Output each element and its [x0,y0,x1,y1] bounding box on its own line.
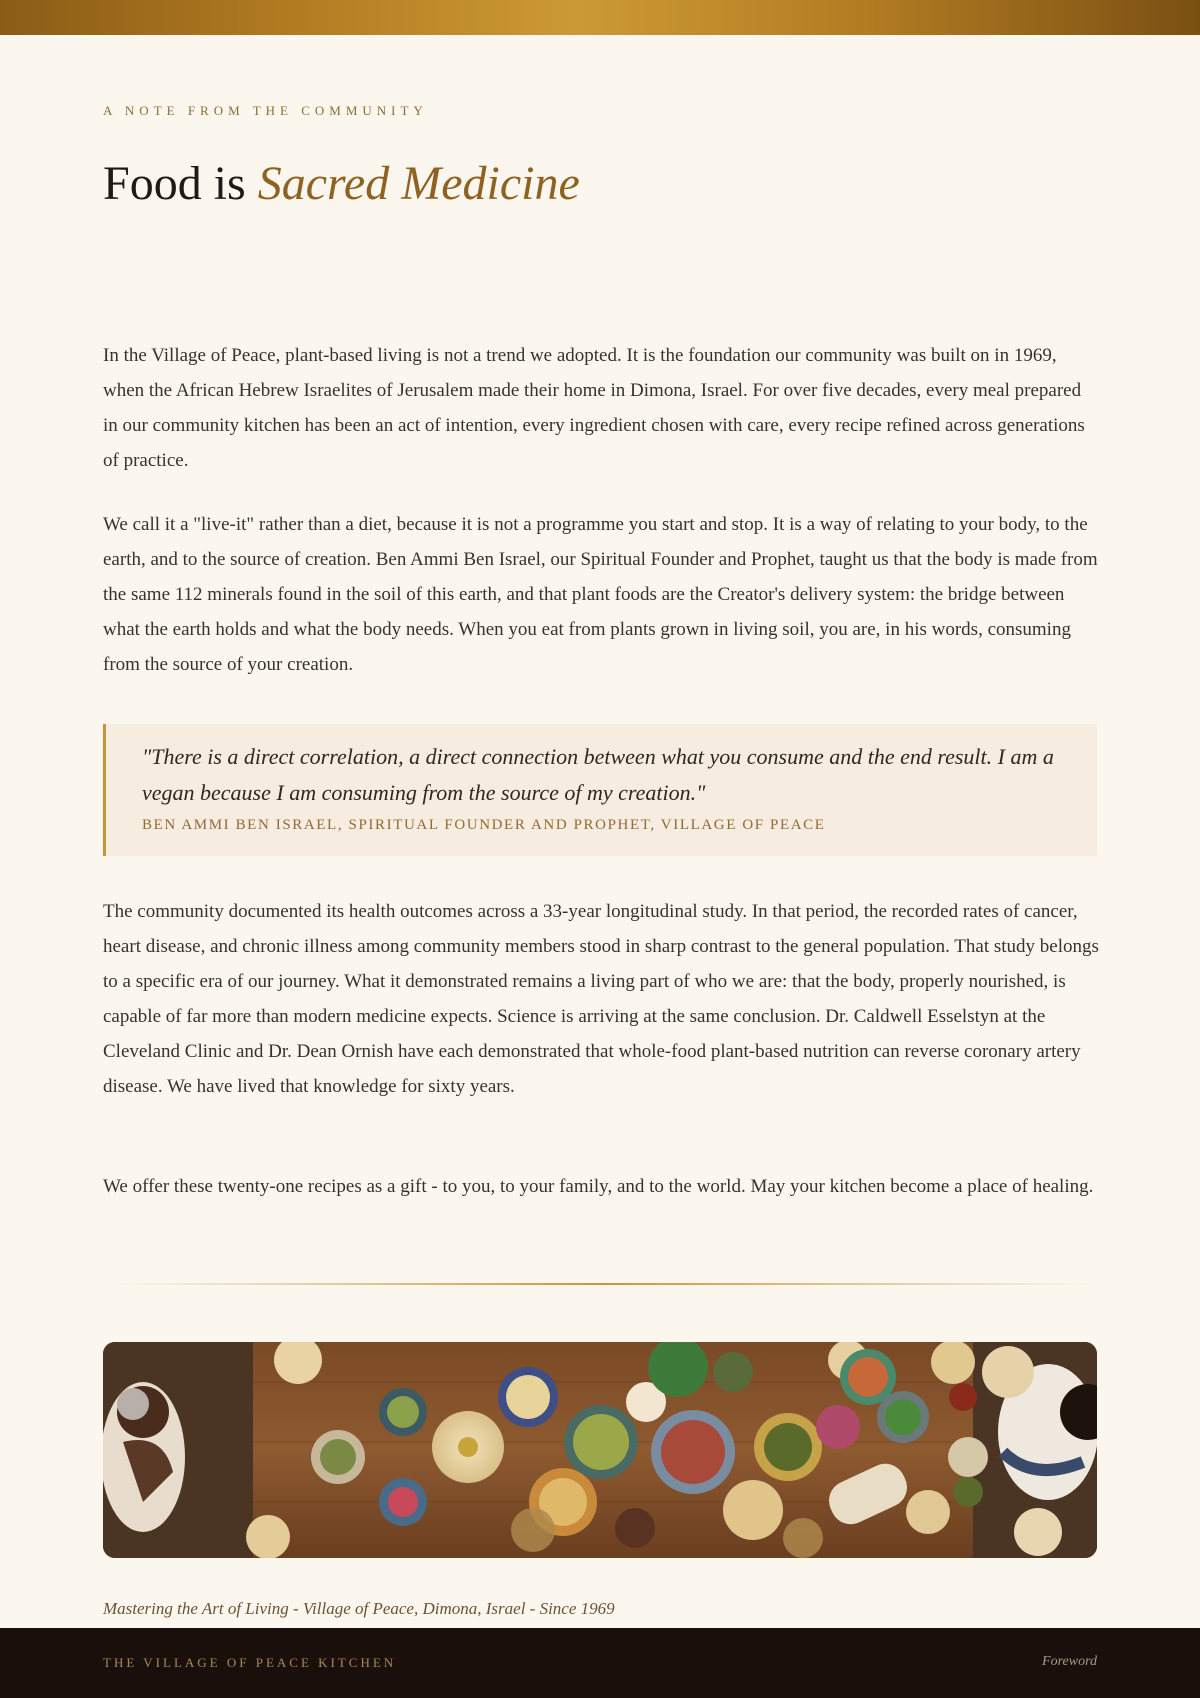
title-accent: Sacred Medicine [257,157,580,210]
body-paragraph-2 [103,507,1099,682]
body-paragraph-3 [103,894,1099,1104]
paragraph-text: We offer these twenty-one recipes as a gift - to you, to your family, and to the world. May your kitchen become a place of healing. [103,1176,1094,1197]
image-caption: Mastering the Art of Living - Village of Peace, Dimona, Israel - Since 1969 [103,1599,615,1618]
paragraph-text: In the Village of Peace, plant-based living is not a trend we adopted. It is the foundation our community was built on in 1969, when the African Hebrew Israelites of Jerusalem made their home in Dimona, Israel. For over five decades, every meal prepared in our community kitchen has been an act of intention, every ingredient chosen with care, every recipe refined across generations of practice. [103,345,1085,471]
top-gold-band [0,0,1200,35]
page-title [103,152,580,216]
paragraph-text: The community documented its health outcomes across a 33-year longitudinal study. In that period, the recorded rates of cancer, heart disease, and chronic illness among community members stood in sharp contrast to the general population. That study belongs to a specific era of our journey. What it demonstrated remains a living part of who we are: that the body, properly nourished, is capable of far more than modern medicine expects. Science is arriving at the same conclusion. Dr. Caldwell Esselstyn at the Cleveland Clinic and Dr. Dean Ornish have each demonstrated that whole-food plant-based nutrition can reverse coronary artery disease. We have lived that knowledge for sixty years. [103,901,1099,1097]
footer-section-name: Foreword [1042,1654,1097,1669]
page-footer [0,1628,1200,1698]
section-kicker: A NOTE FROM THE COMMUNITY [103,103,428,118]
feast-table-illustration [103,1342,1097,1558]
quote-text: "There is a direct correlation, a direct connection between what you consume and the end result. I am a vegan because I am consuming from the source of my creation." [142,744,1054,805]
body-paragraph-1 [103,338,1099,478]
feast-photo [103,1342,1097,1558]
paragraph-text: We call it a "live-it" rather than a diet, because it is not a programme you start and stop. It is a way of relating to your body, to the earth, and to the source of creation. Ben Ammi Ben Israel, our Spiritual Founder and Prophet, taught us that the body is made from the same 112 minerals found in the soil of this earth, and that plant foods are the Creator's delivery system: the bridge between what the earth holds and what the body needs. When you eat from plants grown in living soil, you are, in his words, consuming from the source of your creation. [103,514,1098,675]
gold-divider [115,1283,1090,1285]
title-plain: Food is [103,157,258,210]
body-paragraph-4 [103,1169,1099,1204]
footer-book-title: THE VILLAGE OF PEACE KITCHEN [103,1655,397,1670]
quote-attribution: BEN AMMI BEN ISRAEL, SPIRITUAL FOUNDER AND PROPHET, VILLAGE OF PEACE [142,817,826,833]
pull-quote [103,724,1097,856]
